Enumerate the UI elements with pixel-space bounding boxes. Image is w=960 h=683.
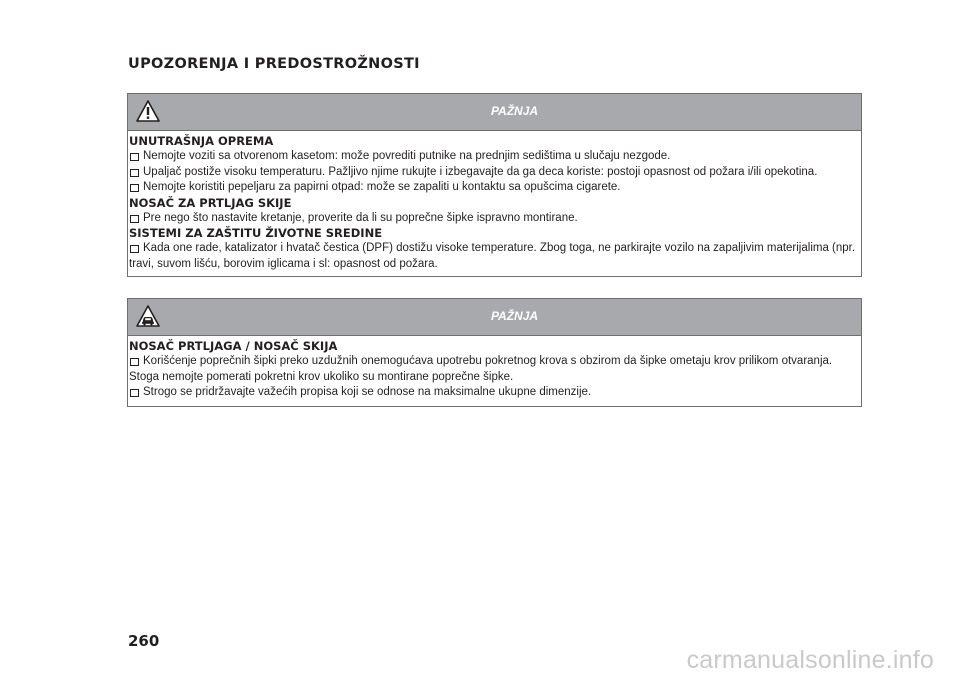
- square-bullet-icon: [130, 389, 139, 397]
- section-title-environment: SISTEMI ZA ZAŠTITU ŽIVOTNE SREDINE: [129, 226, 383, 240]
- list-item: [129, 180, 861, 196]
- watermark: carmanualsonline.info: [686, 646, 934, 674]
- square-bullet-icon: [130, 245, 139, 253]
- list-item: [129, 385, 861, 401]
- warning-box-header: [128, 94, 861, 131]
- warning-box-body: [128, 131, 861, 272]
- list-item-text: Korišćenje poprečnih šipki preko uzdužnih onemogućava upotrebu pokretnog krova s obzirom da šipke ometaju krov prilikom otvaranja. Stoga nemojte pomerati pokretni krov ukoliko su montirane poprečne šipke.: [129, 355, 833, 383]
- list-item-text: Pre nego što nastavite kretanje, proverite da li su poprečne šipke ispravno montirane.: [143, 211, 578, 224]
- square-bullet-icon: [130, 184, 139, 192]
- warning-box-roof-rack: [127, 298, 862, 407]
- page-number: 260: [128, 632, 160, 650]
- list-item: [129, 211, 861, 227]
- square-bullet-icon: [130, 358, 139, 366]
- warning-caption: PAŽNJA: [490, 309, 539, 323]
- square-bullet-icon: [130, 215, 139, 223]
- list-item-text: Kada one rade, katalizator i hvatač čestica (DPF) dostižu visoke temperature. Zbog toga, ne parkirajte vozilo na zapaljivim materijalima (npr. travi, suvom lišću, borovim iglicama i sl: opasnost od požara.: [129, 242, 856, 270]
- page-title: UPOZORENJA I PREDOSTROŽNOSTI: [128, 56, 420, 72]
- section-title-roof-rack: NOSAČ PRTLJAGA / NOSAČ SKIJA: [129, 339, 338, 353]
- warning-box-interior: [127, 93, 862, 277]
- list-item-text: Upaljač postiže visoku temperaturu. Pažljivo njime rukujte i izbegavajte da ga deca koriste: postoji opasnost od požara i/ili opekotina.: [143, 165, 818, 178]
- list-item-text: Nemojte voziti sa otvorenom kasetom: može povrediti putnike na prednjim sedištima u slučaju nezgode.: [143, 150, 671, 162]
- square-bullet-icon: [130, 153, 139, 161]
- square-bullet-icon: [130, 169, 139, 177]
- list-item: [129, 241, 861, 272]
- list-item-text: Nemojte koristiti pepeljaru za papirni otpad: može se zapaliti u kontaktu sa opušcima cigarete.: [143, 181, 621, 193]
- section-title-interior: UNUTRAŠNJA OPREMA: [129, 134, 274, 148]
- list-item: [129, 149, 861, 165]
- warning-caption: PAŽNJA: [490, 104, 539, 118]
- warning-box-header: [128, 299, 861, 336]
- list-item-text: Strogo se pridržavajte važećih propisa koji se odnose na maksimalne ukupne dimenzije.: [143, 386, 592, 398]
- list-item: [129, 165, 861, 181]
- list-item: [129, 354, 861, 385]
- warning-box-body: [128, 336, 861, 401]
- section-title-ski-rack: NOSAČ ZA PRTLJAG SKIJE: [129, 195, 292, 210]
